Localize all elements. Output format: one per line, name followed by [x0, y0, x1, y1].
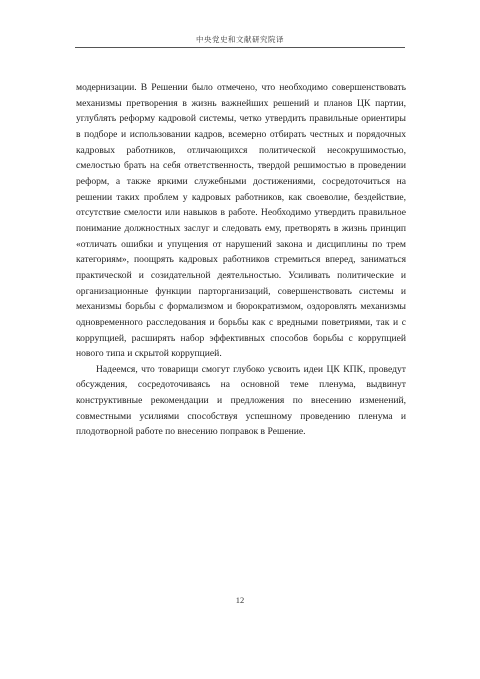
page-number: 12	[235, 595, 245, 605]
paragraph-closing: Надеемся, что товарищи смогут глубоко усвоить идеи ЦК КПК, проведут обсуждения, сосредоточиваясь на основной теме пленума, выдвинут конструктивные рекомендации и предложения по внесению изменений, совместными усилиями способствуя успешному проведению пленума и плодотворной работе по внесению поправок в Решение.	[76, 363, 406, 438]
header-rule	[75, 47, 405, 48]
running-header: 中央党史和文献研究院译	[196, 35, 284, 44]
body-text	[76, 80, 406, 440]
paragraph-continuation: модернизации. В Решении было отмечено, что необходимо совершенствовать механизмы претворения в жизнь важнейших решений и планов ЦК партии, углублять реформу кадровой системы, четко утвердить правильные ориентиры в подборе и использовании кадров, всемерно отбирать честных и порядочных кадровых работников, отличающихся политической несокрушимостью, смелостью брать на себя ответственность, твердой решимостью в проведении реформ, а также яркими служебными достижениями, сосредоточиться на решении таких проблем у кадровых работников, как своеволие, бездействие, отсутствие смелости или навыков в работе. Необходимо утвердить правильное понимание должностных заслуг и следовать ему, претворять в жизнь принцип «отличать ошибки и упущения от нарушений закона и дисциплины по трем категориям», поощрять кадровых работников стремиться вперед, заниматься практической и созидательной деятельностью. Усиливать политические и организационные функции парторганизаций, совершенствовать системы и механизмы борьбы с формализмом и бюрократизмом, оздоровлять механизмы одновременного расследования и борьбы как с вредными поветриями, так и с коррупцией, расширять набор эффективных способов борьбы с коррупцией нового типа и скрытой коррупцией.	[76, 82, 406, 360]
